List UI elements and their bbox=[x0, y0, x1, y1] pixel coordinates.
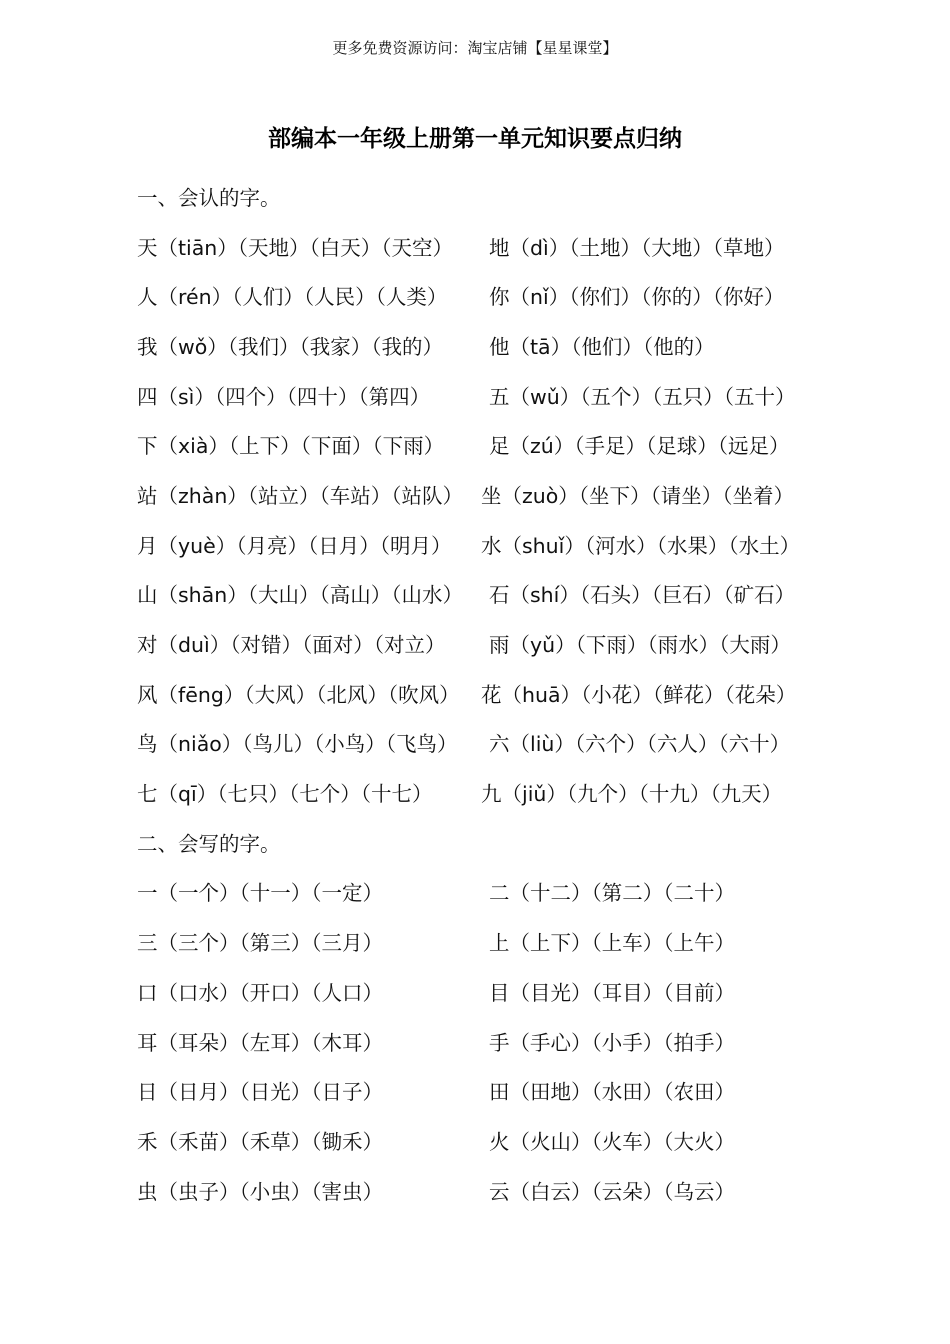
recognize-entry-right: 他（tā）（他们）（他的） bbox=[489, 334, 715, 359]
section-heading-write: 二、会写的字。 bbox=[137, 831, 281, 856]
recognize-row bbox=[137, 569, 817, 619]
recognize-entry-right: 水（shuǐ）（河水）（水果）（水土） bbox=[481, 533, 801, 558]
write-row bbox=[137, 1016, 817, 1066]
write-row bbox=[137, 916, 817, 966]
write-entry-left: 三（三个）（第三）（三月） bbox=[137, 931, 383, 956]
recognize-entry-right: 六（liù）（六个）（六人）（六十） bbox=[489, 732, 791, 757]
recognize-entry-left: 对（duì）（对错）（面对）（对立） bbox=[137, 633, 446, 658]
recognize-entry-right: 石（shí）（石头）（巨石）（矿石） bbox=[489, 583, 796, 608]
write-row bbox=[137, 867, 817, 917]
recognize-entry-left: 鸟（niǎo）（鸟儿）（小鸟）（飞鸟） bbox=[137, 732, 458, 757]
recognize-row bbox=[137, 618, 817, 668]
recognize-entry-right: 足（zú）（手足）（足球）（远足） bbox=[489, 434, 790, 459]
recognize-row bbox=[137, 718, 817, 768]
recognize-entry-left: 四（sì）（四个）（四十）（第四） bbox=[137, 384, 431, 409]
recognize-row bbox=[137, 370, 817, 420]
write-entry-left: 口（口水）（开口）（人口） bbox=[137, 980, 383, 1005]
recognize-entry-right: 九（jiǔ）（九个）（十九）（九天） bbox=[481, 782, 783, 807]
recognize-entry-left: 下（xià）（上下）（下面）（下雨） bbox=[137, 434, 445, 459]
write-row bbox=[137, 1115, 817, 1165]
recognize-row bbox=[137, 270, 817, 320]
write-row bbox=[137, 1065, 817, 1115]
recognize-row bbox=[137, 320, 817, 370]
write-entry-right: 二（十二）（第二）（二十） bbox=[489, 881, 735, 906]
recognize-entry-left: 站（zhàn）（站立）（车站）（站队） bbox=[137, 483, 464, 508]
recognize-entry-left: 月（yuè）（月亮）（日月）（明月） bbox=[137, 533, 452, 558]
write-entry-right: 云（白云）（云朵）（乌云） bbox=[489, 1179, 735, 1204]
document-title: 部编本一年级上册第一单元知识要点归纳 bbox=[268, 126, 682, 152]
recognize-entry-right: 你（nǐ）（你们）（你的）（你好） bbox=[489, 285, 785, 310]
section-heading-recognize: 一、会认的字。 bbox=[137, 185, 281, 210]
write-entry-right: 上（上下）（上车）（上午） bbox=[489, 931, 735, 956]
recognize-entry-right: 地（dì）（土地）（大地）（草地） bbox=[489, 235, 785, 260]
recognize-row bbox=[137, 469, 817, 519]
recognize-entry-left: 风（fēng）（大风）（北风）（吹风） bbox=[137, 682, 460, 707]
write-row bbox=[137, 966, 817, 1016]
write-entry-left: 禾（禾苗）（禾草）（锄禾） bbox=[137, 1129, 383, 1154]
recognize-row bbox=[137, 221, 817, 271]
recognize-entry-right: 花（huā）（小花）（鲜花）（花朵） bbox=[481, 682, 797, 707]
recognize-row bbox=[137, 519, 817, 569]
recognize-entry-left: 我（wǒ）（我们）（我家）（我的） bbox=[137, 334, 444, 359]
recognize-entry-left: 天（tiān）（天地）（白天）（天空） bbox=[137, 235, 454, 260]
recognize-entry-left: 七（qī）（七只）（七个）（十七） bbox=[137, 782, 433, 807]
write-entry-right: 田（田地）（水田）（农田） bbox=[489, 1080, 735, 1105]
document-body bbox=[137, 171, 817, 1214]
recognize-entry-right: 五（wǔ）（五个）（五只）（五十） bbox=[489, 384, 796, 409]
recognize-entry-right: 雨（yǔ）（下雨）（雨水）（大雨） bbox=[489, 633, 791, 658]
write-entry-left: 虫（虫子）（小虫）（害虫） bbox=[137, 1179, 383, 1204]
recognize-row bbox=[137, 767, 817, 817]
recognize-entry-left: 人（rén）（人们）（人民）（人类） bbox=[137, 285, 448, 310]
write-entry-right: 目（目光）（耳目）（目前） bbox=[489, 980, 735, 1005]
write-entry-left: 耳（耳朵）（左耳）（木耳） bbox=[137, 1030, 383, 1055]
recognize-row bbox=[137, 419, 817, 469]
recognize-entry-left: 山（shān）（大山）（高山）（山水） bbox=[137, 583, 463, 608]
recognize-row bbox=[137, 668, 817, 718]
page-header: 更多免费资源访问：淘宝店铺【星星课堂】 bbox=[332, 39, 618, 57]
recognize-entry-right: 坐（zuò）（坐下）（请坐）（坐着） bbox=[481, 483, 795, 508]
write-entry-left: 一（一个）（十一）（一定） bbox=[137, 881, 383, 906]
write-entry-left: 日（日月）（日光）（日子） bbox=[137, 1080, 383, 1105]
write-entry-right: 手（手心）（小手）（拍手） bbox=[489, 1030, 735, 1055]
write-entry-right: 火（火山）（火车）（大火） bbox=[489, 1129, 735, 1154]
write-row bbox=[137, 1165, 817, 1215]
